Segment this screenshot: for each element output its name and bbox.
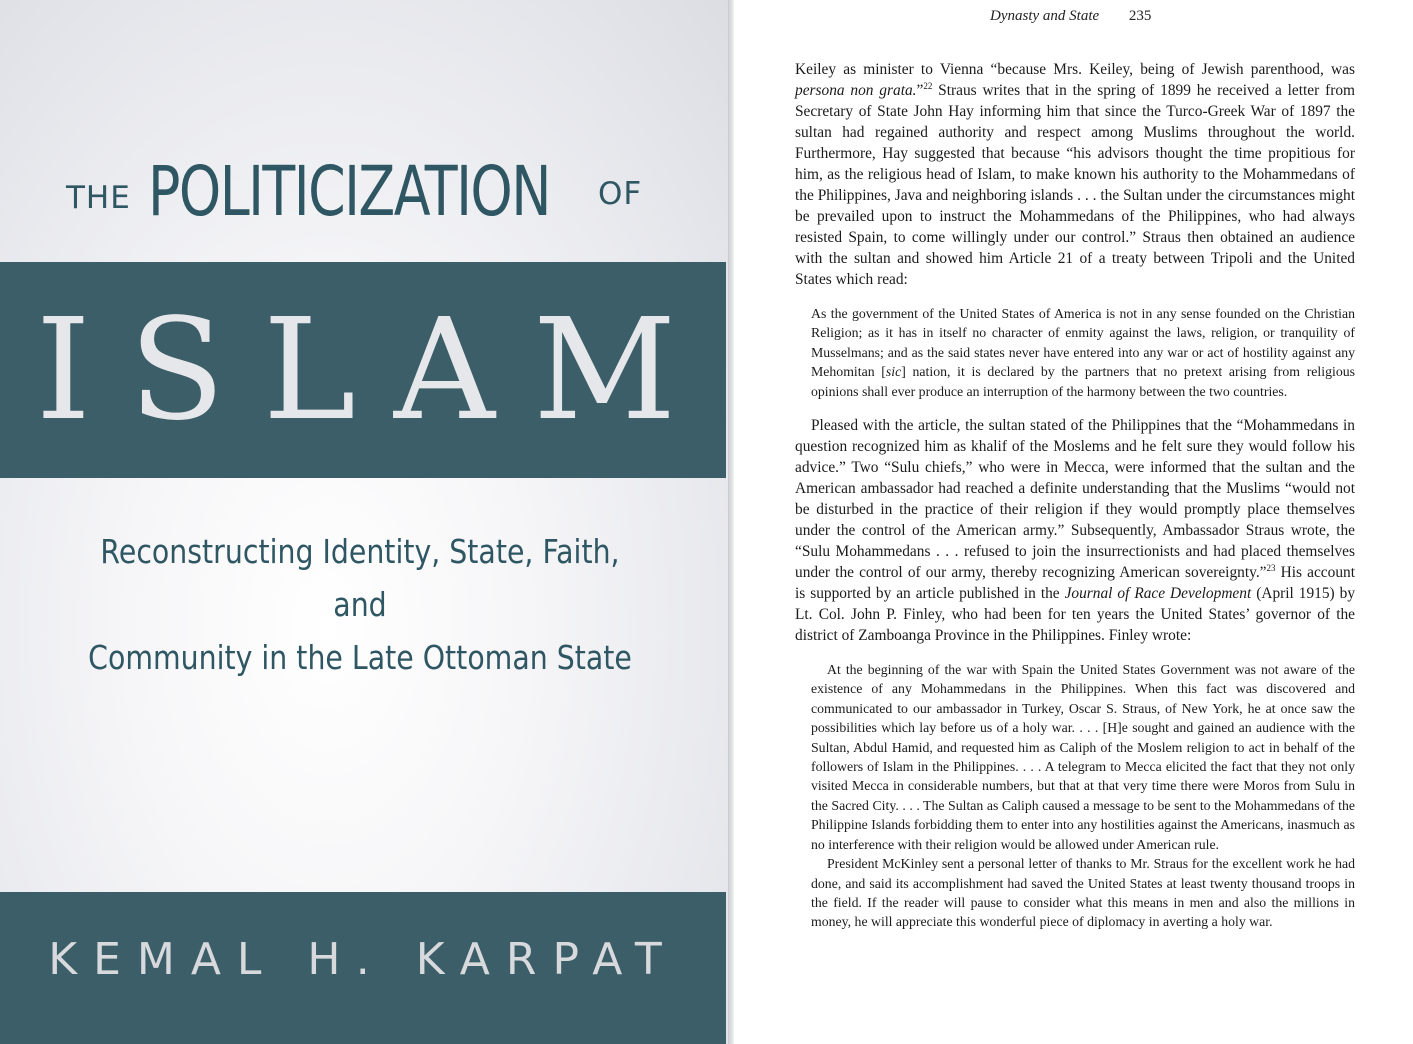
paragraph (795, 415, 1355, 646)
paragraph-text: His account is supported by an article published in the (795, 564, 1355, 603)
footnote-ref: 23 (1266, 562, 1276, 573)
cover-title (62, 152, 662, 242)
cover-title-main: POLITICIZATION (148, 152, 550, 232)
running-head-title: Dynasty and State (990, 8, 1100, 24)
cover-subtitle-line2: Community in the Late Ottoman State (88, 638, 632, 677)
block-quote (811, 304, 1355, 401)
cover-title-suffix: OF (598, 176, 643, 212)
page-body (795, 59, 1355, 946)
cover-author: KEMAL H. KARPAT (48, 934, 678, 985)
cover-subtitle (85, 525, 635, 684)
paragraph-text: ” (916, 82, 924, 99)
cover-subtitle-line1: Reconstructing Identity, State, Faith, and (100, 532, 620, 624)
paragraph-text: Keiley as minister to Vienna “because Mrs. Keiley, being of Jewish parenthood, was (795, 61, 1355, 78)
cover-author-band (0, 892, 726, 1044)
footnote-ref: 22 (923, 80, 933, 91)
italic-phrase: persona non grata. (795, 82, 917, 99)
paragraph (795, 59, 1355, 290)
italic-phrase: sic (885, 364, 902, 380)
paragraph-text: Pleased with the article, the sultan stated of the Philippines that the “Mohammedans in question recognized him as khalif of the Moslems and he felt sure they would follow his advice.” Two “Sulu chiefs,” who were in Mecca, were informed that the sultan and the American ambassador had reached a definite understanding that the Muslims “would not be disturbed in the practice of their religion if they would promptly place themselves under the control of the American army.” Subsequently, Ambassador Straus wrote, the “Sulu Mohammedans . . . refused to join the insurrectionists and had placed themselves under the control of our army, thereby recognizing American sovereignty.” (795, 417, 1355, 582)
quote-text: ] nation, it is declared by the partners that no pretext arising from religious opinions shall ever produce an interruption of the harmony between the two countries. (811, 364, 1355, 399)
book-page (734, 0, 1413, 1044)
block-quote (811, 660, 1355, 932)
quote-paragraph (811, 304, 1355, 401)
cover-title-word: ISLAM (35, 288, 715, 452)
cover-title-prefix: THE (66, 180, 131, 216)
page-number: 235 (1128, 8, 1152, 24)
paragraph-text: Straus writes that in the spring of 1899 he received a letter from Secretary of State John Hay informing him that since the Turco-Greek War of 1897 the sultan had regained authority and respect among Muslims throughout the world. Furthermore, Hay suggested that because “his advisors thought the time propitious for him, as the religious head of Islam, to make known his authority to the Mohammedans of the Philippines, Java and neighboring islands . . . the Sultan under the circumstances might be prevailed upon to instruct the Mohammedans of the Philippines, who had always resisted Spain, to come willingly under our control.” Straus then obtained an audience with the sultan and showed him Article 21 of a treaty between Tripoli and the United States which read: (795, 82, 1355, 288)
cover-title-band (0, 262, 726, 478)
running-head (990, 8, 1151, 25)
quote-paragraph: President McKinley sent a personal letter of thanks to Mr. Straus for the excellent work he had done, and said its accomplishment had saved the United States at least twenty thousand troops in the field. If the reader will pause to consider what this means in men and also the millions in money, he will appreciate this wonderful piece of diplomacy in averting a holy war. (811, 856, 1355, 930)
italic-title: Journal of Race Development (1064, 585, 1252, 603)
quote-paragraph: At the beginning of the war with Spain the United States Government was not aware of the existence of any Mohammedans in the Philippines. When this fact was discovered and communicated to our ambassador in Turkey, Oscar S. Straus, of New York, he at once saw the possibilities which lay before us of a holy war. . . . [H]e sought and gained an audience with the Sultan, Abdul Hamid, and requested him as Caliph of the Moslem religion to act in behalf of the followers of Islam in the Philippines. . . . A telegram to Mecca elicited the fact that they not only visited Mecca in considerable numbers, but that at that very time there were Moros from Sulu in the Sacred City. . . . The Sultan as Caliph caused a message to be sent to the Mohammedans of the Philippine Islands forbidding them to enter into any hostilities against the Americans, inasmuch as no interference with their religion would be allowed under American rule. (811, 662, 1355, 852)
quote-text: As the government of the United States of America is not in any sense founded on the Christian Religion; as it has in itself no character of enmity against the laws, religion, or tranquility of Musselmans; and as the said states never have entered into any war or act of hostility against any Mehomitan [ (811, 306, 1355, 380)
paragraph-text: (April 1915) by Lt. Col. John P. Finley, who had been for ten years the United States’ governor of the district of Zamboanga Province in the Philippines. Finley wrote: (795, 585, 1356, 645)
